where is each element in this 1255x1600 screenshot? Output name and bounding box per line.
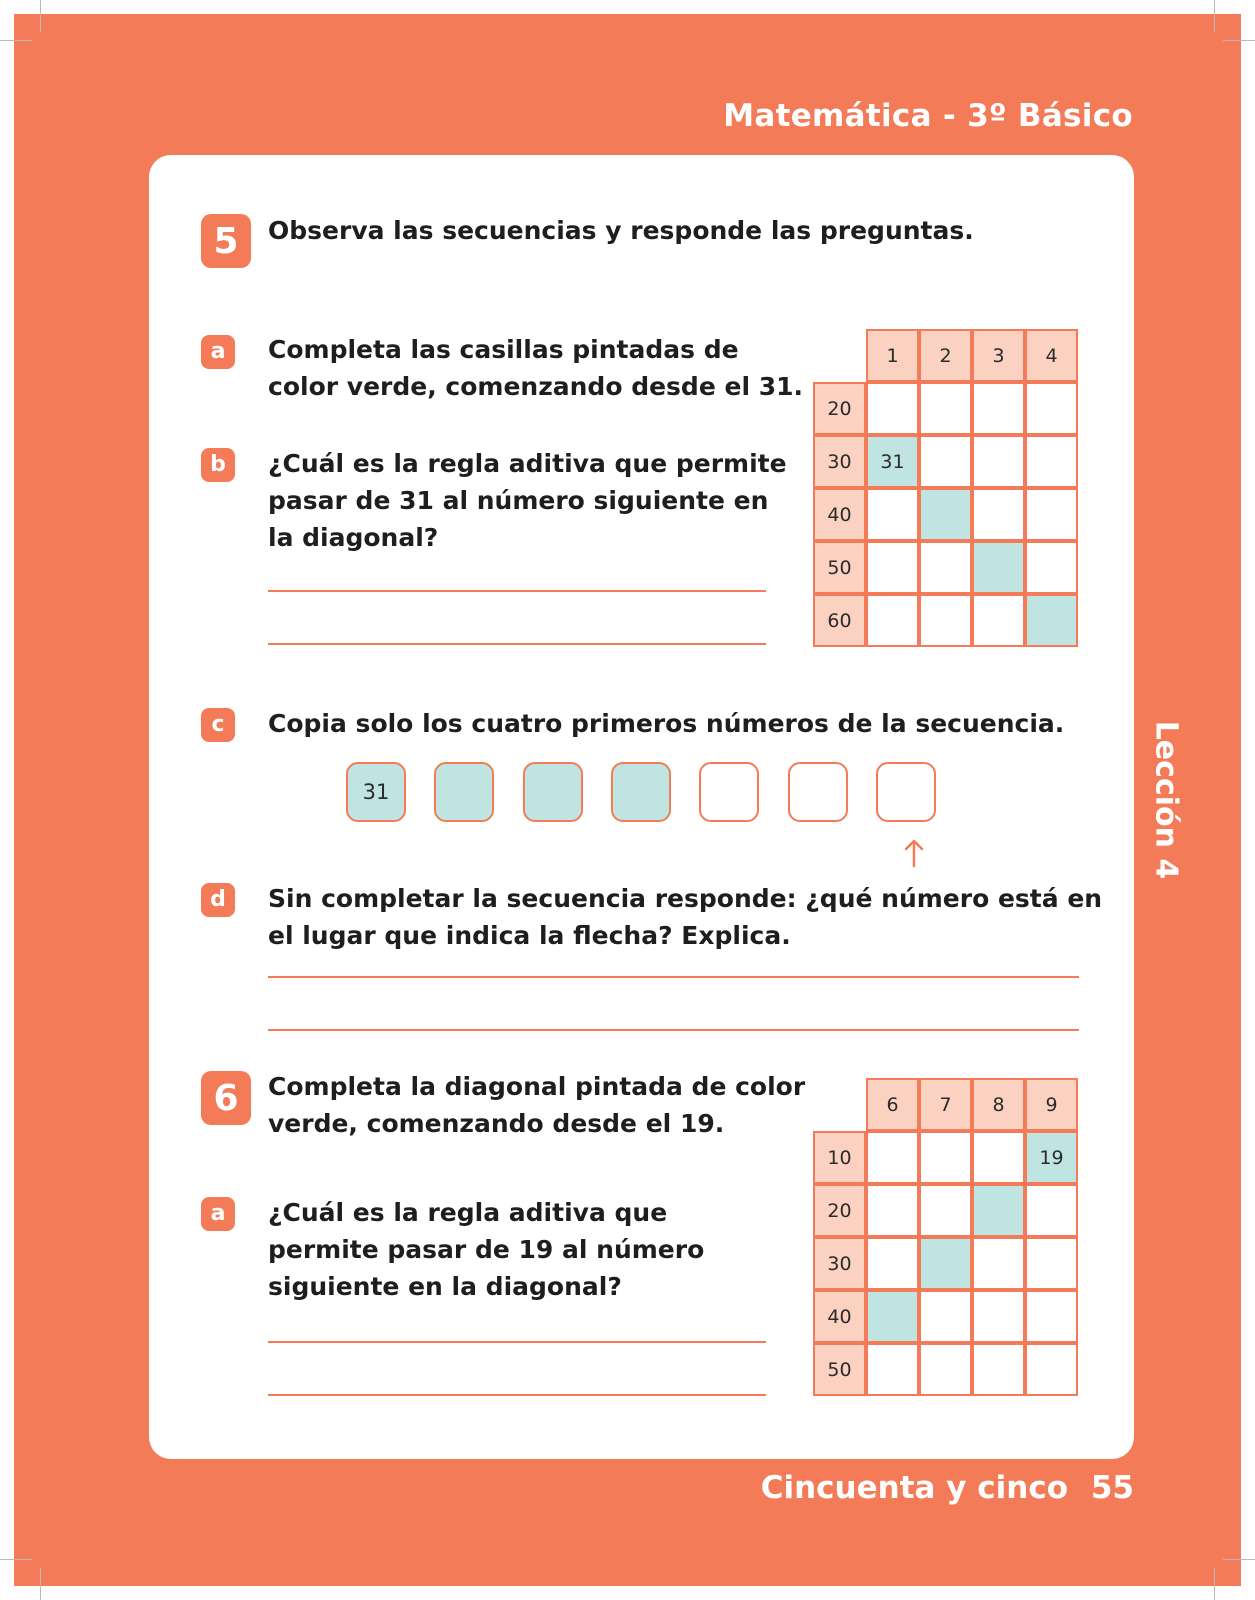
item-b-text (268, 445, 787, 556)
answer-line[interactable] (268, 590, 766, 592)
sequence-box-green[interactable] (434, 762, 494, 822)
grid-row-header: 50 (813, 541, 866, 594)
sequence-box[interactable] (699, 762, 759, 822)
page-header-title: Matemática - 3º Básico (723, 98, 1133, 134)
grid-row-header: 30 (813, 1237, 866, 1290)
grid-cell[interactable] (866, 1237, 919, 1290)
grid-cell[interactable] (919, 594, 972, 647)
item-b-line: ¿Cuál es la regla aditiva que permite (268, 449, 787, 478)
grid-cell[interactable] (972, 435, 1025, 488)
answer-line[interactable] (268, 1341, 766, 1343)
exercise-6-line: Completa la diagonal pintada de color (268, 1072, 806, 1101)
crop-mark (1223, 40, 1255, 41)
grid-row-header: 20 (813, 382, 866, 435)
exercise-6-badge: 6 (201, 1071, 251, 1125)
crop-mark (40, 1568, 41, 1600)
grid-cell[interactable] (972, 1290, 1025, 1343)
grid-cell[interactable] (972, 1343, 1025, 1396)
sequence-box-green[interactable] (523, 762, 583, 822)
grid-cell[interactable] (972, 382, 1025, 435)
grid-cell[interactable] (866, 594, 919, 647)
exercise-6-item-a-line: permite pasar de 19 al número (268, 1235, 705, 1264)
sequence-box-filled: 31 (346, 762, 406, 822)
grid-cell[interactable] (1025, 435, 1078, 488)
grid-cell[interactable] (1025, 1290, 1078, 1343)
page-number: 55 (1090, 1470, 1134, 1506)
grid-row-header: 50 (813, 1343, 866, 1396)
page-number-words: Cincuenta y cinco (760, 1470, 1068, 1506)
exercise-5-badge: 5 (201, 214, 251, 268)
grid-cell[interactable] (919, 382, 972, 435)
grid-cell[interactable] (1025, 382, 1078, 435)
grid-row-header: 40 (813, 1290, 866, 1343)
item-b-line: la diagonal? (268, 523, 439, 552)
grid-cell[interactable] (919, 1184, 972, 1237)
grid-cell-green[interactable] (866, 1290, 919, 1343)
item-b-line: pasar de 31 al número siguiente en (268, 486, 769, 515)
grid-cell[interactable] (1025, 1184, 1078, 1237)
answer-line[interactable] (268, 976, 1079, 978)
grid-cell-green[interactable] (972, 1184, 1025, 1237)
item-d-line: Sin completar la secuencia responde: ¿qué número está en (268, 884, 1103, 913)
grid-row-header: 10 (813, 1131, 866, 1184)
exercise-6-item-a-text (268, 1194, 704, 1305)
grid-cell[interactable] (1025, 1343, 1078, 1396)
item-d-text (268, 880, 1102, 954)
sequence-box-target[interactable] (876, 762, 936, 822)
lesson-side-tab: Lección 4 (1148, 720, 1184, 880)
grid-cell[interactable] (972, 1131, 1025, 1184)
grid-col-header: 7 (919, 1078, 972, 1131)
grid-cell[interactable] (1025, 541, 1078, 594)
item-a-line: color verde, comenzando desde el 31. (268, 372, 803, 401)
grid-cell[interactable] (919, 1290, 972, 1343)
exercise-6-line: verde, comenzando desde el 19. (268, 1109, 725, 1138)
grid-cell[interactable] (866, 1184, 919, 1237)
grid-cell[interactable] (1025, 488, 1078, 541)
grid-cell[interactable] (866, 541, 919, 594)
item-a-line: Completa las casillas pintadas de (268, 335, 739, 364)
exercise-6-item-a-line: ¿Cuál es la regla aditiva que (268, 1198, 668, 1227)
answer-line[interactable] (268, 643, 766, 645)
grid-cell[interactable] (919, 541, 972, 594)
item-d-badge: d (201, 883, 235, 917)
item-d-line: el lugar que indica la flecha? Explica. (268, 921, 791, 950)
answer-line[interactable] (268, 1029, 1079, 1031)
grid-col-header: 4 (1025, 329, 1078, 382)
exercise-6-item-a-line: siguiente en la diagonal? (268, 1272, 622, 1301)
crop-mark (1223, 1559, 1255, 1560)
grid-cell[interactable] (919, 1131, 972, 1184)
grid-row-header: 20 (813, 1184, 866, 1237)
item-a-badge: a (201, 1197, 235, 1231)
sequence-box[interactable] (788, 762, 848, 822)
grid-cell[interactable] (866, 1343, 919, 1396)
grid-col-header: 3 (972, 329, 1025, 382)
crop-mark (1214, 0, 1215, 32)
grid-cell[interactable] (919, 435, 972, 488)
grid-row-header: 40 (813, 488, 866, 541)
grid-cell[interactable] (972, 594, 1025, 647)
crop-mark (1214, 1568, 1215, 1600)
grid-col-header: 9 (1025, 1078, 1078, 1131)
grid-cell-filled: 19 (1025, 1131, 1078, 1184)
crop-mark (0, 1559, 32, 1560)
arrow-up-icon (903, 838, 925, 868)
grid-row-header: 60 (813, 594, 866, 647)
grid-row-header: 30 (813, 435, 866, 488)
sequence-box-green[interactable] (611, 762, 671, 822)
item-c-badge: c (201, 708, 235, 742)
grid-col-header: 1 (866, 329, 919, 382)
grid-cell[interactable] (866, 1131, 919, 1184)
grid-cell-green[interactable] (972, 541, 1025, 594)
grid-col-header: 2 (919, 329, 972, 382)
grid-cell-filled: 31 (866, 435, 919, 488)
answer-line[interactable] (268, 1394, 766, 1396)
exercise-5-instruction: Observa las secuencias y responde las preguntas. (268, 216, 974, 245)
grid-cell[interactable] (866, 382, 919, 435)
grid-col-header: 8 (972, 1078, 1025, 1131)
crop-mark (40, 0, 41, 32)
item-a-text (268, 331, 803, 405)
item-a-badge: a (201, 335, 235, 369)
exercise-6-instruction (268, 1068, 805, 1142)
item-b-badge: b (201, 448, 235, 482)
grid-col-header: 6 (866, 1078, 919, 1131)
grid-cell-green[interactable] (919, 1237, 972, 1290)
grid-cell-green[interactable] (1025, 594, 1078, 647)
grid-cell[interactable] (866, 488, 919, 541)
grid-cell[interactable] (919, 1343, 972, 1396)
grid-cell[interactable] (972, 1237, 1025, 1290)
grid-cell[interactable] (1025, 1237, 1078, 1290)
item-c-text: Copia solo los cuatro primeros números de la secuencia. (268, 709, 1065, 738)
grid-cell[interactable] (972, 488, 1025, 541)
grid-cell-green[interactable] (919, 488, 972, 541)
crop-mark (0, 40, 32, 41)
